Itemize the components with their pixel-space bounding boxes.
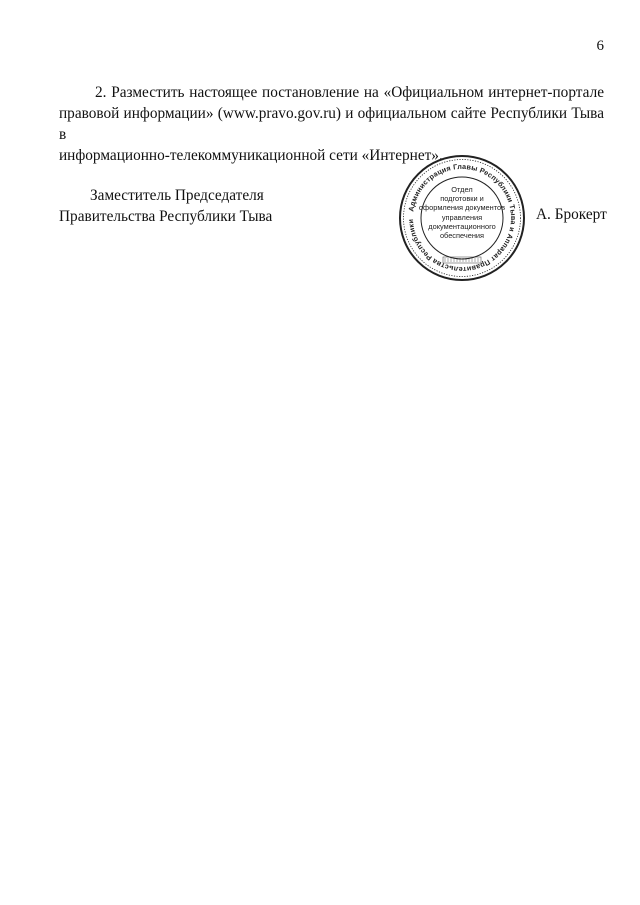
seal-center-line: оформления документов	[418, 203, 506, 213]
seal-center-line: управления	[441, 212, 483, 222]
paragraph-line: 2. Разместить настоящее постановление на «Официальном интернет-портале	[95, 84, 604, 101]
signer-name: А. Брокерт	[536, 206, 607, 223]
seal-center-line: документационного	[428, 221, 496, 231]
page-number: 6	[596, 38, 604, 54]
seal-ring-text: Администрация Главы Республики Тыва и Аппарат Правительства Республики	[405, 161, 519, 275]
paragraph-line: правовой информации» (www.pravo.gov.ru) и официальном сайте Республики Тыва в	[59, 105, 604, 143]
seal-center-line: подготовки и	[440, 194, 484, 204]
paragraph-line: информационно-телекоммуникационной сети «Интернет».	[59, 147, 443, 164]
official-seal-stamp	[397, 153, 527, 283]
seal-center-line: Отдел	[451, 185, 473, 194]
signer-title-line: Заместитель Председателя	[90, 187, 264, 204]
seal-center-text	[397, 185, 527, 240]
signer-title	[59, 185, 272, 227]
seal-center-line: обеспечения	[439, 231, 485, 241]
signer-title-line: Правительства Республики Тыва	[59, 208, 273, 225]
